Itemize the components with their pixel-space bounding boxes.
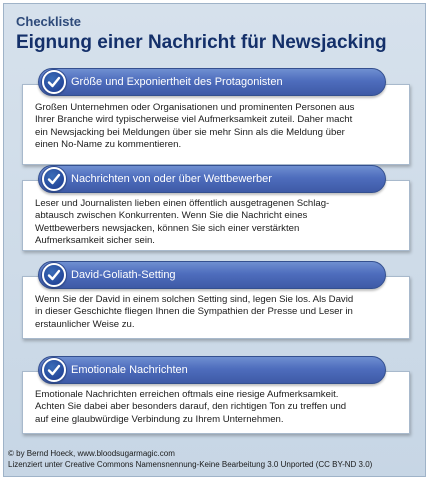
checkmark-icon <box>42 263 66 287</box>
section-card-1 <box>22 84 410 165</box>
section-line: Emotionale Nachrichten erreichen oftmals eine riesige Aufmerksamkeit. <box>35 389 339 400</box>
section-heading-4 <box>38 356 386 384</box>
section-heading-label: Größe und Exponiertheit des Protagonisten <box>71 76 283 88</box>
section-line: Wettbewerbers newsjacken, können Sie sich einer verstärkten <box>35 222 300 234</box>
section-line: Aufmerksamkeit sicher sein. <box>35 235 155 247</box>
checkmark-icon <box>42 358 66 382</box>
section-text-2 <box>35 198 397 248</box>
section-line: einen No-Name zu kommentieren. <box>35 139 182 151</box>
section-heading-label: David-Goliath-Setting <box>71 269 176 281</box>
section-line: ein Newsjacking bei Meldungen über sie mehr Sinn als die Meldung über <box>35 126 345 138</box>
section-line: Wenn Sie der David in einem solchen Setting sind, legen Sie los. Als David <box>35 294 354 305</box>
footer-credit: © by Bernd Hoeck, www.bloodsugarmagic.com <box>8 449 175 458</box>
section-heading-3 <box>38 261 386 289</box>
section-text-4 <box>35 389 397 426</box>
section-line: erstaunlicher Weise zu. <box>35 318 135 330</box>
section-text-3 <box>35 294 397 331</box>
checkmark-icon <box>42 70 66 94</box>
section-heading-1 <box>38 68 386 96</box>
checkmark-icon <box>42 167 66 191</box>
page-subtitle: Checkliste <box>16 14 82 29</box>
section-heading-2 <box>38 165 386 193</box>
section-line: Achten Sie dabei aber besonders darauf, den richtigen Ton zu treffen und <box>35 401 347 413</box>
page-title: Eignung einer Nachricht für Newsjacking <box>16 32 387 53</box>
section-line: abtausch zwischen Konkurrenten. Wenn Sie die Nachricht eines <box>35 210 308 222</box>
footer-license: Lizenziert unter Creative Commons Namensnennung-Keine Bearbeitung 3.0 Unported (CC BY-ND 3.0) <box>8 460 373 469</box>
section-heading-label: Emotionale Nachrichten <box>71 364 188 376</box>
section-line: Ihrer Branche wird typischerweise viel Aufmerksamkeit zuteil. Daher macht <box>35 114 353 126</box>
section-text-1 <box>35 102 397 152</box>
section-line: Großen Unternehmen oder Organisationen und prominenten Personen aus <box>35 102 355 113</box>
section-line: Leser und Journalisten lieben einen öffentlich ausgetragenen Schlag- <box>35 198 330 209</box>
section-line: auf eine glaubwürdige Verbindung zu Ihrem Unternehmen. <box>35 413 284 425</box>
section-line: in dieser Geschichte fliegen Ihnen die Sympathien der Presse und Leser in <box>35 306 353 318</box>
section-heading-label: Nachrichten von oder über Wettbewerber <box>71 173 272 185</box>
